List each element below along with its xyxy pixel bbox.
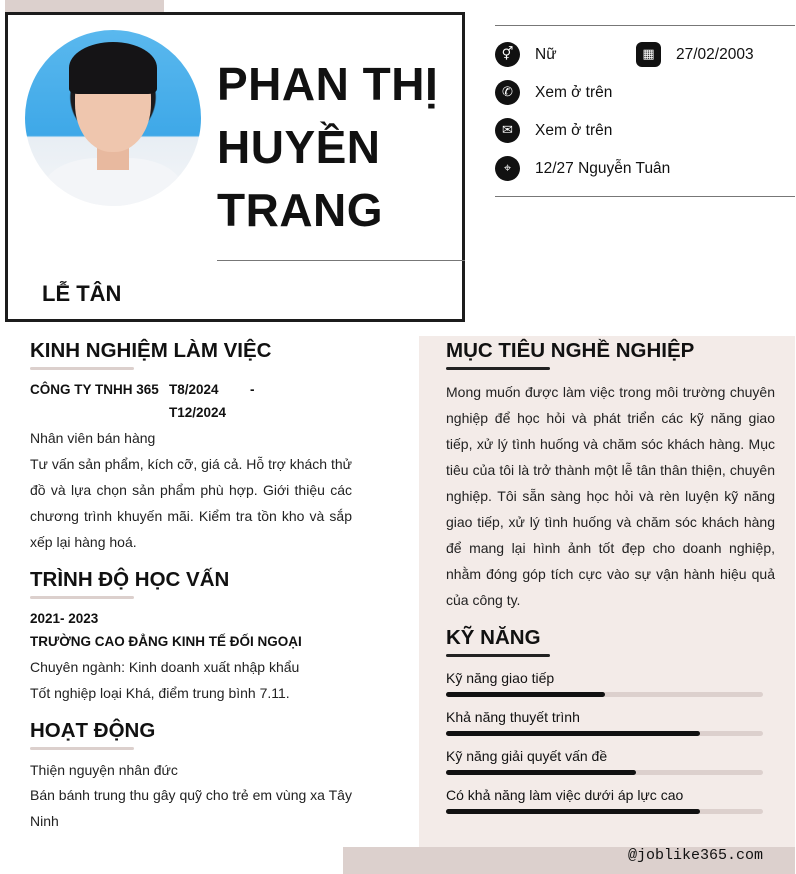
education-underline xyxy=(30,596,134,599)
education-result: Tốt nghiệp loại Khá, điểm trung bình 7.11. xyxy=(30,685,290,701)
job-title: LỄ TÂN xyxy=(42,281,122,306)
skill-label: Kỹ năng giải quyết vấn đề xyxy=(446,748,608,764)
experience-period-dash: - xyxy=(250,382,255,397)
skill-bar-fill xyxy=(446,809,700,814)
objective-title: MỤC TIÊU NGHỀ NGHIỆP xyxy=(446,339,695,362)
experience-underline xyxy=(30,367,134,370)
contact-dob xyxy=(636,42,754,67)
contact-email xyxy=(495,118,612,143)
contact-top-divider xyxy=(495,25,795,26)
experience-period-end: T12/2024 xyxy=(169,405,227,420)
address-value: 12/27 Nguyễn Tuân xyxy=(535,159,671,177)
name-divider xyxy=(217,260,465,261)
contact-address xyxy=(495,156,670,181)
skill-bar-track xyxy=(446,770,763,775)
skill-bar-fill xyxy=(446,692,605,697)
experience-position: Nhân viên bán hàng xyxy=(30,430,156,446)
activities-underline xyxy=(30,747,134,750)
dob-value: 27/02/2003 xyxy=(676,45,754,63)
education-title: TRÌNH ĐỘ HỌC VẤN xyxy=(30,568,230,591)
gender-value: Nữ xyxy=(535,45,557,63)
gender-icon: ⚥ xyxy=(495,42,520,67)
education-period: 2021- 2023 xyxy=(30,611,99,626)
contact-bottom-divider xyxy=(495,196,795,197)
activity-item-2: Bán bánh trung thu gây quỹ cho trẻ em vùng xa Tây Ninh xyxy=(30,787,352,829)
skill-bar-track xyxy=(446,692,763,697)
education-school: TRƯỜNG CAO ĐẲNG KINH TẾ ĐỐI NGOẠI xyxy=(30,634,302,649)
skills-underline xyxy=(446,654,550,657)
experience-company: CÔNG TY TNHH 365 xyxy=(30,382,159,397)
skill-bar-track xyxy=(446,809,763,814)
skill-bar-fill xyxy=(446,770,636,775)
skills-title: KỸ NĂNG xyxy=(446,626,541,649)
mail-icon: ✉ xyxy=(495,118,520,143)
objective-text: Mong muốn được làm việc trong môi trường chuyên nghiệp để học hỏi và phát triển các kỹ năng giao tiếp, xử lý tình huống và chăm sóc khách hàng. Mục tiêu của tôi là trở thành một lễ tân thân thiện, chuyên nghiệp. Tôi sẵn sàng học hỏi và rèn luyện kỹ năng giao tiếp, xử lý tình huống và chăm sóc khách hàng để mang lại hình ảnh tốt đẹp cho doanh nghiệp, nhằm đóng góp tích cực vào sự vận hành hiệu quả của công ty. xyxy=(446,384,775,608)
name-line-3: TRANG xyxy=(217,184,384,236)
objective-underline xyxy=(446,367,550,370)
experience-period-start: T8/2024 xyxy=(169,382,219,397)
location-icon: ⌖ xyxy=(495,156,520,181)
education-major: Chuyên ngành: Kinh doanh xuất nhập khẩu xyxy=(30,659,300,675)
skill-label: Khả năng thuyết trình xyxy=(446,709,580,725)
skill-bar-track xyxy=(446,731,763,736)
profile-photo xyxy=(25,30,201,206)
name-line-1: PHAN THỊ xyxy=(217,58,439,110)
skill-bar-fill xyxy=(446,731,700,736)
activities-title: HOẠT ĐỘNG xyxy=(30,719,156,742)
skill-label: Kỹ năng giao tiếp xyxy=(446,670,555,686)
phone-icon: ✆ xyxy=(495,80,520,105)
experience-description: Tư vấn sản phẩm, kích cỡ, giá cả. Hỗ trợ khách thử đồ và lựa chọn sản phẩm phù hợp. Giới thiệu các chương trình khuyến mãi. Kiểm tra tồn kho và sắp xếp lại hàng hoá. xyxy=(30,456,352,550)
skill-label: Có khả năng làm việc dưới áp lực cao xyxy=(446,787,684,803)
contact-phone xyxy=(495,80,612,105)
email-value: Xem ở trên xyxy=(535,121,613,139)
contact-gender xyxy=(495,42,557,67)
candidate-name xyxy=(217,53,462,242)
calendar-icon: ▦ xyxy=(636,42,661,67)
activity-item-1: Thiện nguyện nhân đức xyxy=(30,762,178,778)
name-line-2: HUYỀN xyxy=(217,121,381,173)
footer-watermark: @joblike365.com xyxy=(627,847,763,864)
photo-hair xyxy=(69,42,157,94)
phone-value: Xem ở trên xyxy=(535,83,613,101)
experience-title: KINH NGHIỆM LÀM VIỆC xyxy=(30,339,272,362)
